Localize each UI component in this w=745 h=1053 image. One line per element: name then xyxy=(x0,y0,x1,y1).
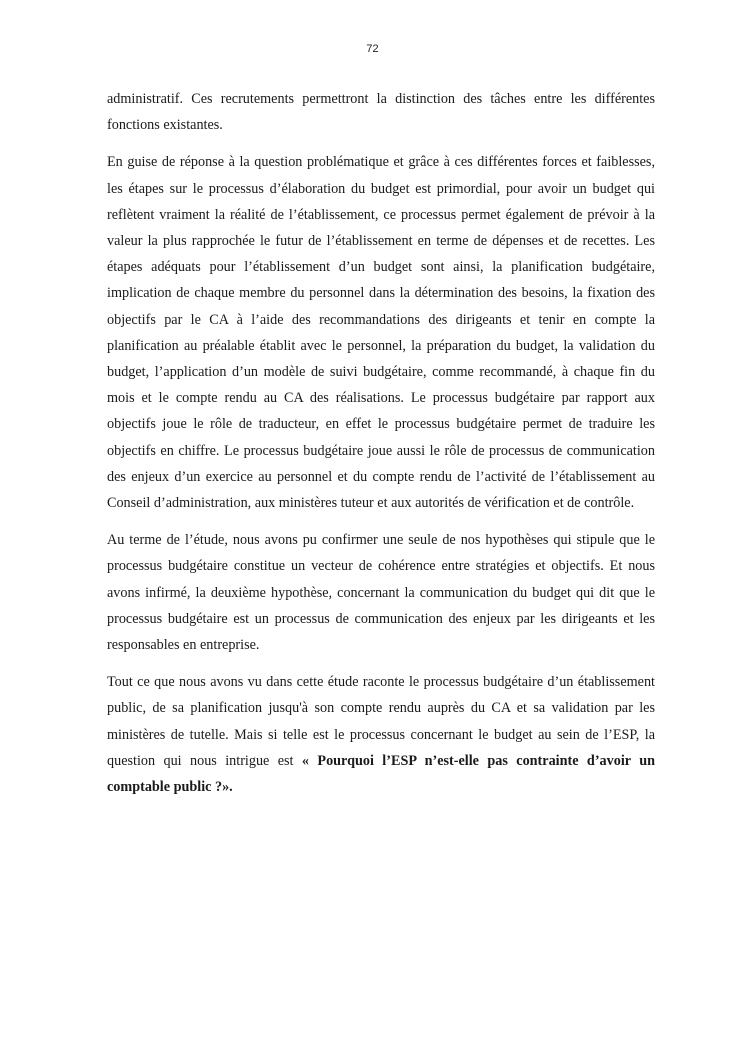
paragraph-2 xyxy=(107,149,655,516)
paragraph-4-text: Tout ce que nous avons vu dans cette étude raconte le processus budgétaire d’un établissement public, de sa planification jusqu'à son compte rendu auprès du CA et sa validation par les ministères de tutelle. Mais si telle est le processus concernant le budget au sein de l’ESP, la question qui nous intrigue est xyxy=(107,674,655,769)
body-text xyxy=(107,86,655,811)
paragraph-4 xyxy=(107,669,655,800)
paragraph-1 xyxy=(107,86,655,138)
concluding-question: « Pourquoi l’ESP n’est-elle pas contrainte d’avoir un comptable public ?». xyxy=(107,752,655,796)
paragraph-2-text: En guise de réponse à la question problématique et grâce à ces différentes forces et faiblesses, les étapes sur le processus d’élaboration du budget est primordial, pour avoir un budget qui reflètent vraiment la réalité de l’établissement, ce processus permet également de prévoir à la valeur la plus rapprochée le futur de l’établissement en terme de dépenses et de recettes. Les étapes adéquats pour l’établissement d’un budget sont ainsi, la planification budgétaire, implication de chaque membre du personnel dans la détermination des besoins, la fixation des objectifs par le CA à l’aide des recommandations des dirigeants et tenir en compte la planification au préalable établit avec le personnel, la préparation du budget, la validation du budget, l’application d’un modèle de suivi budgétaire, comme recommandé, à chaque fin du mois et le compte rendu au CA des réalisations. Le processus budgétaire par rapport aux objectifs joue le rôle de traducteur, en effet le processus budgétaire permet de traduire les objectifs en chiffre. Le processus budgétaire joue aussi le rôle de processus de communication des enjeux d’un exercice au personnel et du compte rendu de l’activité de l’établissement au Conseil d’administration, aux ministères tuteur et aux autorités de vérification et de contrôle. xyxy=(107,154,655,512)
paragraph-3 xyxy=(107,527,655,658)
paragraph-3-text: Au terme de l’étude, nous avons pu confirmer une seule de nos hypothèses qui stipule que le processus budgétaire constitue un vecteur de cohérence entre stratégies et objectifs. Et nous avons infirmé, la deuxième hypothèse, concernant la communication du budget qui dit que le processus budgétaire est un processus de communication des enjeux par les dirigeants et les responsables en entreprise. xyxy=(107,532,655,654)
page-number: 72 xyxy=(366,43,379,55)
paragraph-1-text: administratif. Ces recrutements permettront la distinction des tâches entre les différentes fonctions existantes. xyxy=(107,91,655,134)
